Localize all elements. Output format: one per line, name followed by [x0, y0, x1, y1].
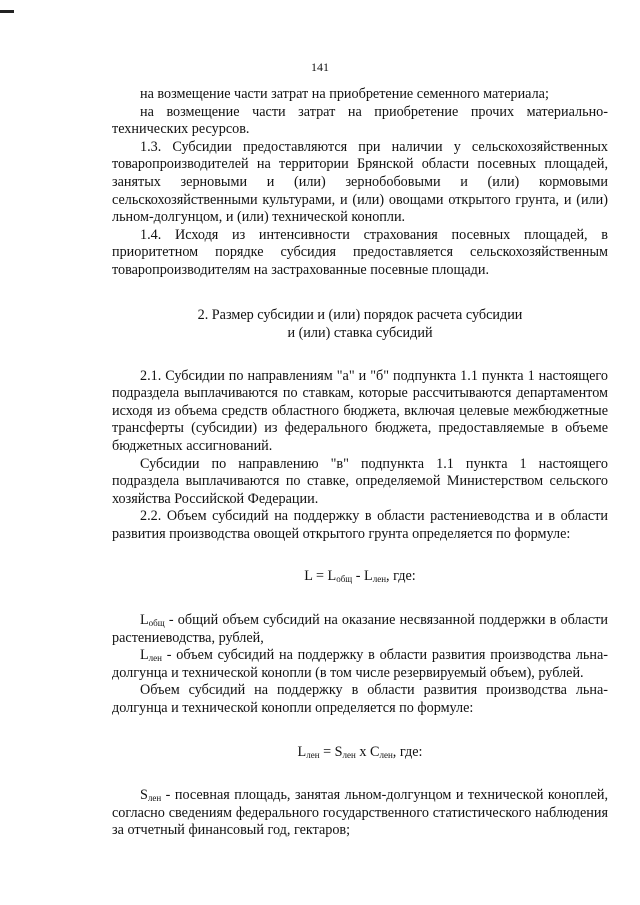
formula-flax: $L_{лен} = S_{лен}$ x $C_{лен}$, где:: [297, 743, 423, 760]
page-number: 141: [311, 60, 329, 74]
paragraph-seed-material: на возмещение части затрат на приобретение семенного материала;: [140, 86, 549, 102]
formula-total: $L = L_{общ} - L_{лен}$, где:: [304, 568, 416, 585]
scan-corner-mark: [0, 10, 14, 13]
document-body: [112, 86, 608, 840]
definition-l-len: $L_{лен}$ - объем субсидий на поддержку в области развития производства льна-долгунца и технической конопли (в том числе резервируемый объем), рублей.: [112, 647, 608, 681]
paragraph-formula2-intro: Объем субсидий на поддержку в области развития производства льна-долгунца и технической конопли определяется по формуле:: [112, 682, 608, 717]
section-heading-line1: 2. Размер субсидии и (или) порядок расчета субсидии: [197, 306, 523, 323]
definition-l-obsh: $L_{общ}$ - общий объем субсидий на оказание несвязанной поддержки в области растениеводства, рублей,: [112, 612, 608, 646]
paragraph-1-3: 1.3. Субсидии предоставляются при наличии у сельскохозяйственных товаропроизводителей на территории Брянской области посевных площадей, занятых зерновыми и (или) зернобобовыми и (или) кормовыми сельскохозяйственными культурами, и (или) овощами открытого грунта, и (или) льном-долгунцом, и (или) технической конопли.: [112, 138, 608, 226]
paragraph-2-2: 2.2. Объем субсидий на поддержку в области растениеводства и в области развития производства овощей открытого грунта определяется по формуле:: [112, 508, 608, 542]
definition-s-len: $S_{лен}$ - посевная площадь, занятая льном-долгунцом и технической коноплей, согласно сведениям федерального государственного статистического наблюдения за отчетный финансовый год, гектаров;: [112, 787, 608, 839]
paragraph-2-1: 2.1. Субсидии по направлениям "а" и "б" подпункта 1.1 пункта 1 настоящего подраздела выплачиваются по ставкам, которые рассчитываются департаментом исходя из объема средств областного бюджета, включая целевые межбюджетные трансферты (субсидии) из федерального бюджета, предоставляемые в объеме бюджетных ассигнований.: [112, 367, 608, 454]
paragraph-other-resources: на возмещение части затрат на приобретение прочих материально-технических ресурсов.: [112, 103, 608, 138]
paragraph-1-4: 1.4. Исходя из интенсивности страхования посевных площадей, в приоритетном порядке субсидия предоставляется сельскохозяйственным товаропроизводителям на застрахованные посевные площади.: [112, 226, 608, 278]
section-heading: [112, 306, 608, 342]
paragraph-direction-v: Субсидии по направлению "в" подпункта 1.1 пункта 1 настоящего подраздела выплачиваются по ставке, определяемой Министерством сельского хозяйства Российской Федерации.: [112, 455, 608, 507]
section-heading-line2: и (или) ставка субсидий: [287, 324, 433, 341]
